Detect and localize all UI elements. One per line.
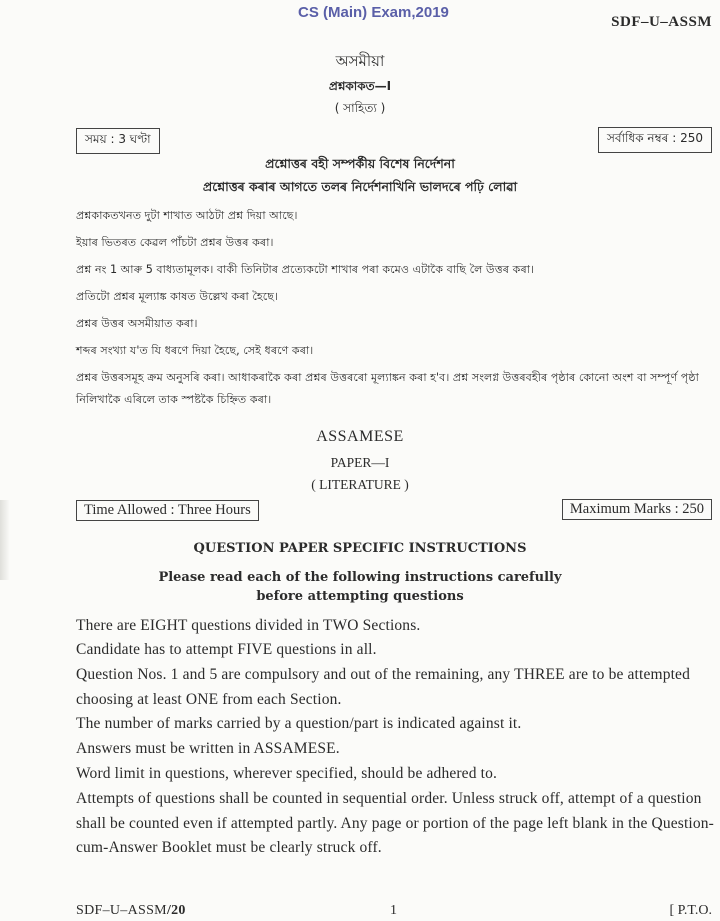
- paper-code-top: SDF–U–ASSM: [611, 14, 712, 30]
- english-instruction: The number of marks carried by a question/part is indicated against it.: [76, 715, 522, 732]
- assamese-instruction: প্ৰশ্ন নং 1 আৰু 5 বাধ্যতামূলক। বাকী তিনিটাৰ প্ৰত্যেকটো শাখাৰ পৰা কমেও এটাকৈ বাছি লৈ উত্তৰ কৰা।: [76, 263, 534, 276]
- english-heading-2-line2: before attempting questions: [256, 589, 464, 604]
- english-instruction: Candidate has to attempt FIVE questions in all.: [76, 641, 377, 658]
- assamese-subject: ( সাহিত্য ): [334, 101, 386, 115]
- english-instruction: Question Nos. 1 and 5 are compulsory and out of the remaining, any THREE are to be attempted choosing at least ONE from each Section.: [76, 666, 690, 708]
- page-number: 1: [390, 903, 397, 918]
- english-heading-1: QUESTION PAPER SPECIFIC INSTRUCTIONS: [193, 541, 527, 556]
- assamese-instruction: শব্দৰ সংখ্যা য'ত যি ধৰণে দিয়া হৈছে, সেই ধৰণে কৰা।: [76, 344, 314, 357]
- english-instruction: Attempts of questions shall be counted in sequential order. Unless struck off, attempt of a question shall be counted even if attempted partly. Any page or portion of the page left blank in the Question-cum-Answer Booklet must be clearly struck off.: [76, 790, 714, 856]
- assamese-time-box: সময় : 3 ঘণ্টা: [76, 128, 160, 154]
- assamese-instruction: প্ৰশ্নৰ উত্তৰ অসমীয়াত কৰা।: [76, 317, 198, 330]
- english-title: ASSAMESE: [316, 428, 404, 445]
- exam-stamp: CS (Main) Exam,2019: [298, 4, 449, 21]
- footer-code-suffix: /20: [166, 903, 186, 918]
- assamese-heading-1: প্ৰশ্নোত্তৰ বহী সম্পৰ্কীয় বিশেষ নিৰ্দেশনা: [265, 156, 455, 171]
- assamese-marks-box: সৰ্বাধিক নম্বৰ : 250: [598, 127, 712, 153]
- english-instruction: There are EIGHT questions divided in TWO Sections.: [76, 617, 421, 634]
- english-heading-2-line1: Please read each of the following instructions carefully: [158, 570, 562, 585]
- english-instruction: Word limit in questions, wherever specified, should be adhered to.: [76, 765, 498, 782]
- english-marks-box: Maximum Marks : 250: [562, 499, 712, 520]
- footer-code: SDF–U–ASSM: [76, 903, 167, 918]
- assamese-title: অসমীয়া: [335, 52, 385, 70]
- english-instruction: Answers must be written in ASSAMESE.: [76, 740, 340, 757]
- english-paper: PAPER—I: [330, 455, 390, 470]
- english-heading-2: [0, 568, 720, 606]
- assamese-instruction: প্ৰশ্নকাকতখনত দুটা শাখাত আঠটা প্ৰশ্ন দিয়া আছে।: [76, 209, 298, 222]
- english-time-box: Time Allowed : Three Hours: [76, 500, 259, 521]
- assamese-instruction: প্ৰশ্নৰ উত্তৰসমূহ ক্ৰম অনুসৰি কৰা। আধাকৰাকৈ কৰা প্ৰশ্নৰ উত্তৰৰো মূল্যাঙ্কন কৰা হ'ব। প্ৰশ্ন সংলগ্ন উত্তৰবহীৰ পৃষ্ঠাৰ কোনো অংশ বা সম্পূৰ্ণ পৃষ্ঠা নিলিখাকৈ এৰিলে তাক স্পষ্টকৈ চিহ্নিত কৰা।: [76, 371, 699, 406]
- assamese-instruction: প্ৰতিটো প্ৰশ্নৰ মূল্যাঙ্ক কাষত উল্লেখ কৰা হৈছে।: [76, 290, 279, 303]
- assamese-instruction: ইয়াৰ ভিতৰত কেৱল পাঁচটা প্ৰশ্নৰ উত্তৰ কৰা।: [76, 236, 274, 249]
- footer-paper-code: [76, 903, 186, 919]
- assamese-paper: প্ৰশ্নকাকত—I: [328, 79, 392, 93]
- english-subject: ( LITERATURE ): [311, 477, 409, 492]
- assamese-heading-2: প্ৰশ্নোত্তৰ কৰাৰ আগতে তলৰ নিৰ্দেশনাখিনি ভালদৰে পঢ়ি লোৱা: [202, 179, 518, 194]
- pto-label: [ P.T.O.: [669, 903, 712, 918]
